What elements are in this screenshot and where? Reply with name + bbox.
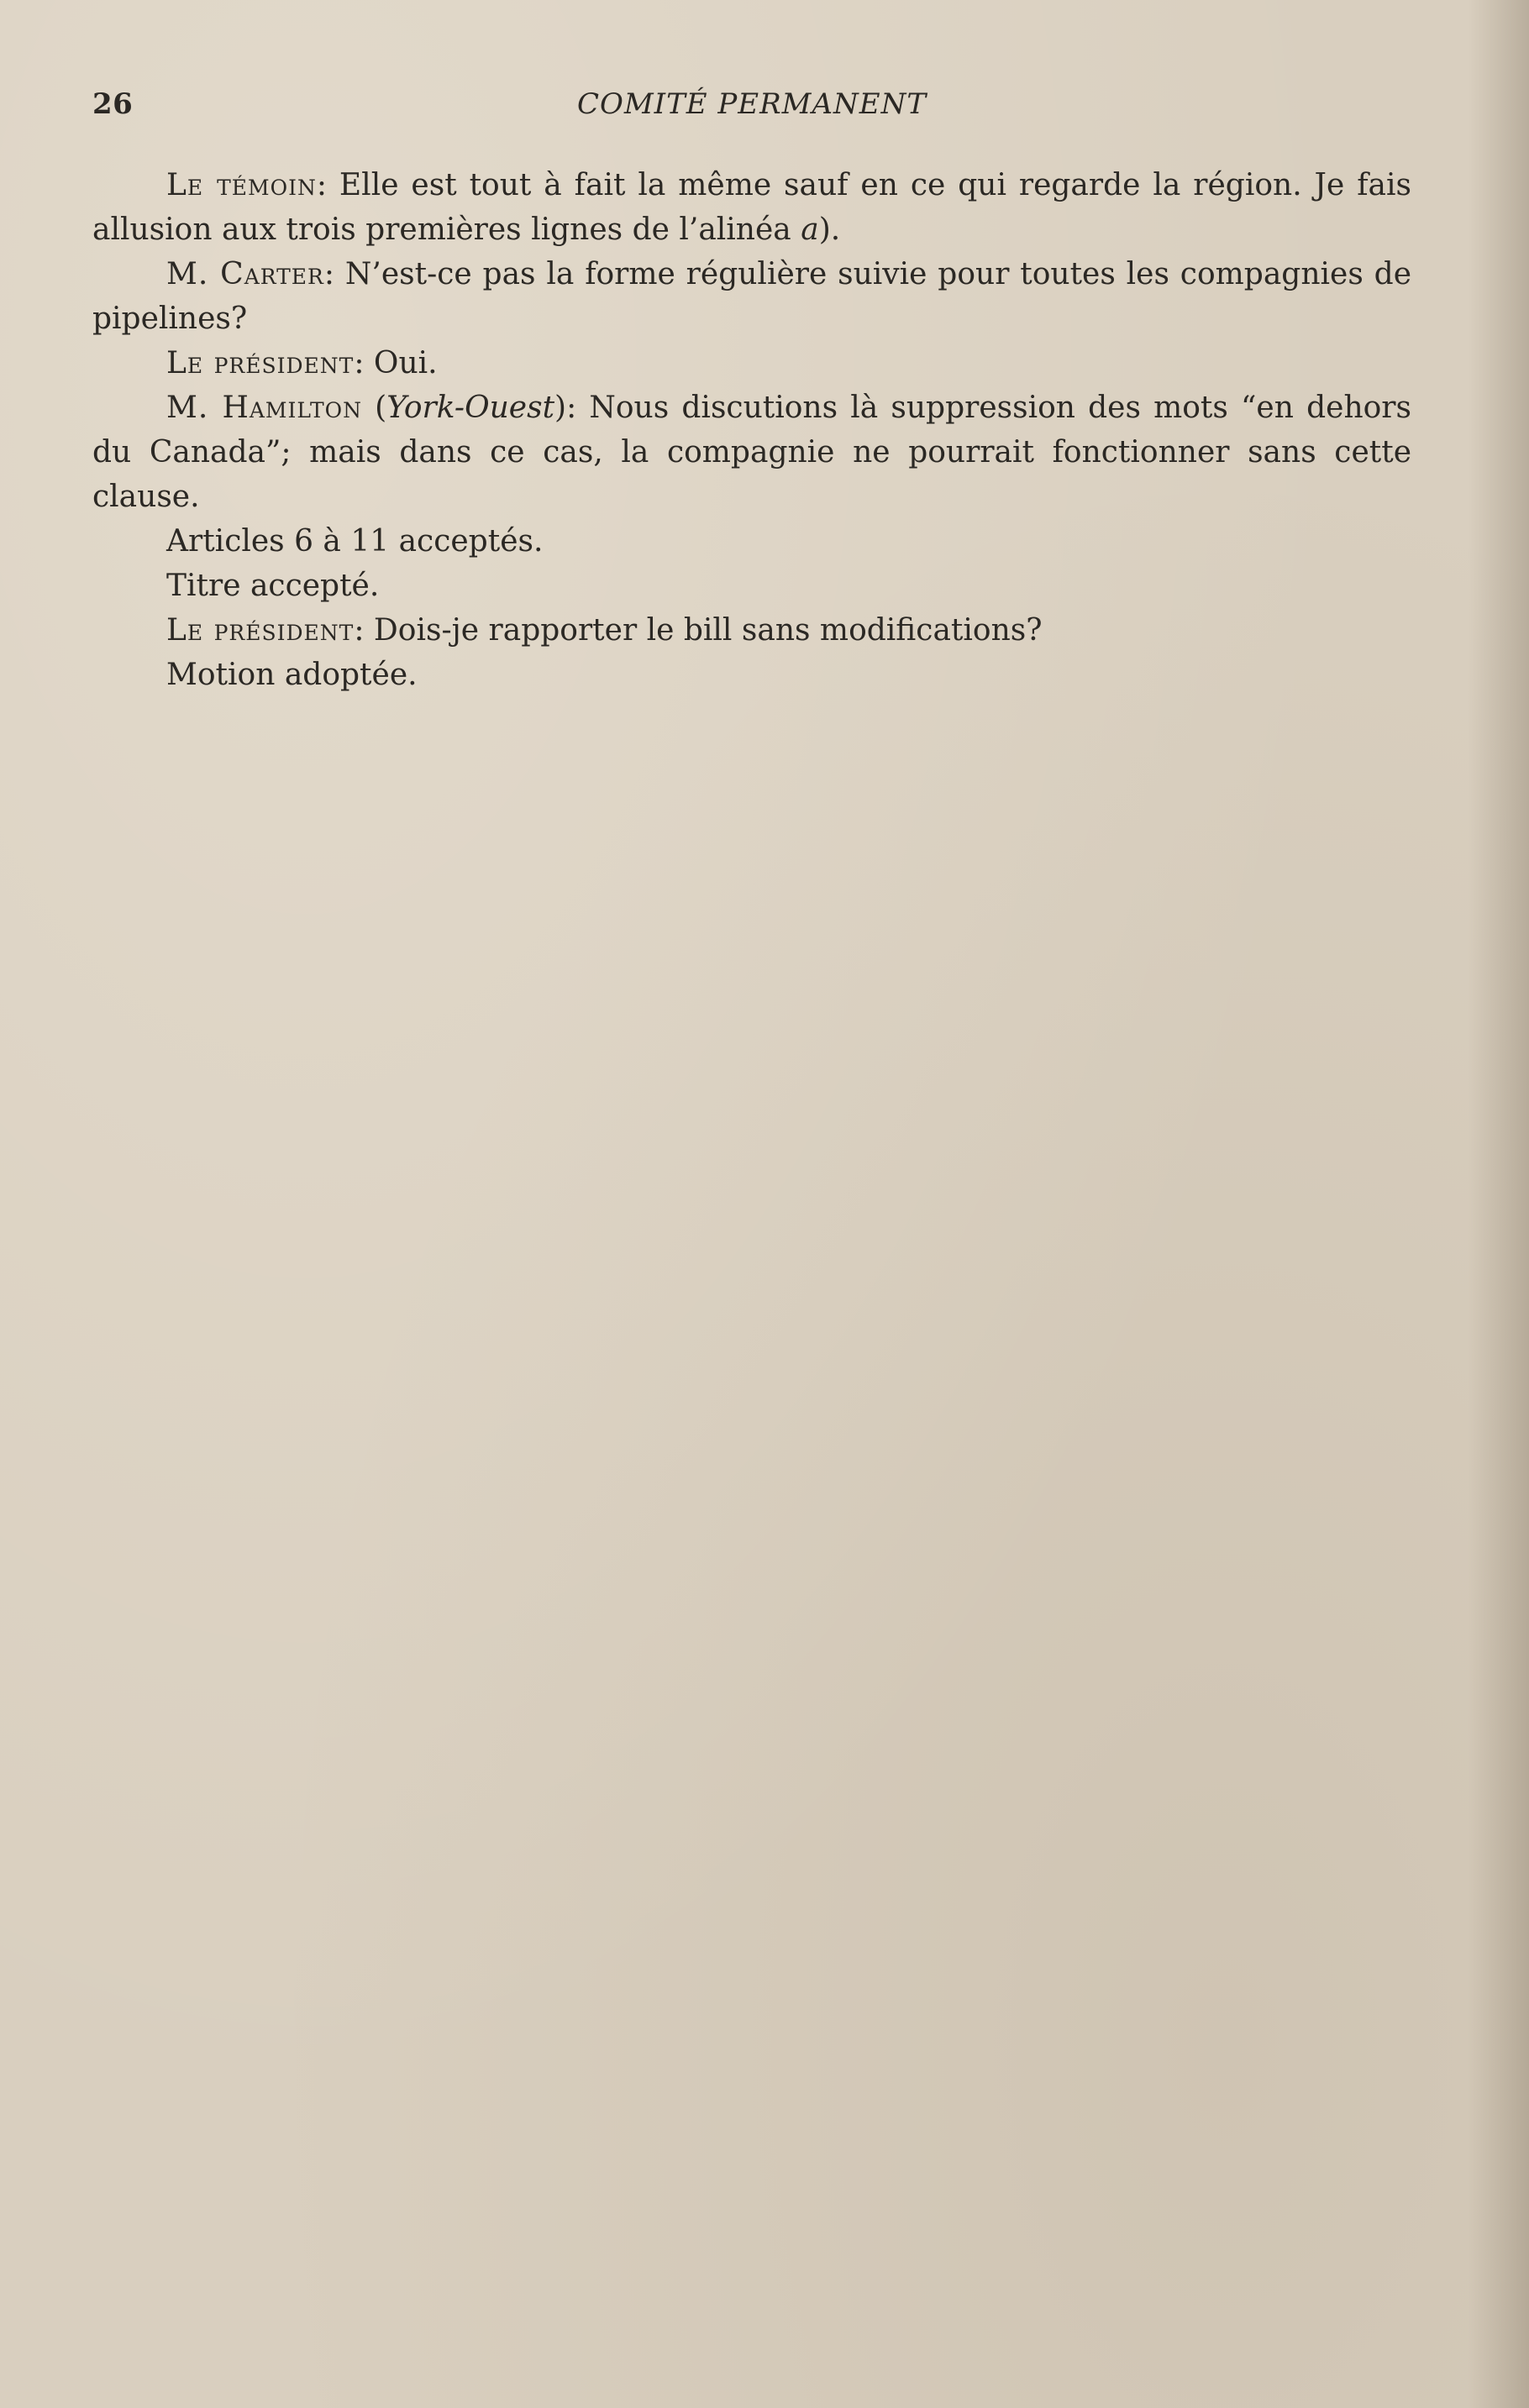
paragraph-title: [92, 564, 1411, 608]
running-title: COMITÉ PERMANENT: [576, 87, 927, 121]
speaker-name: Le président: [166, 613, 355, 648]
page-header: [92, 87, 1411, 129]
paragraph-text-italic: a: [801, 212, 819, 247]
paragraph-motion: [92, 653, 1411, 697]
paragraph-text: Dois-je rapporter le bill sans modifications?: [364, 613, 1043, 648]
speaker-riding-close: ):: [554, 391, 577, 425]
paragraph-text: Motion adoptée.: [166, 658, 418, 692]
speaker-name: Le témoin: [166, 168, 317, 202]
paragraph-president-1: [92, 341, 1411, 386]
paragraph-text: Oui.: [364, 346, 438, 380]
paragraph-text-end: ).: [818, 212, 841, 247]
paragraph-witness: [92, 163, 1411, 252]
paragraph-text: N’est-ce pas la forme régulière suivie pour toutes les compagnies de pipelines?: [92, 257, 1411, 336]
speaker-suffix: (: [362, 391, 387, 425]
page-number: 26: [92, 87, 134, 121]
paragraph-president-2: [92, 608, 1411, 653]
paragraph-carter: [92, 252, 1411, 341]
paragraph-articles: [92, 519, 1411, 564]
paragraph-text: Elle est tout à fait la même sauf en ce qui regarde la région. Je fais allusion aux trois premières lignes de l’alinéa: [92, 168, 1411, 247]
speaker-name: M. Hamilton: [166, 391, 362, 425]
transcript-body: [92, 163, 1411, 697]
paragraph-text: Articles 6 à 11 acceptés.: [166, 524, 544, 559]
paragraph-text: Titre accepté.: [166, 569, 380, 603]
speaker-suffix: :: [316, 168, 327, 202]
speaker-suffix: :: [323, 257, 335, 291]
paragraph-hamilton: [92, 386, 1411, 519]
speaker-suffix: :: [354, 346, 365, 380]
paragraph-text: Nous discutions là suppression des mots “en dehors du Canada”; mais dans ce cas, la compagnie ne pourrait fonctionner sans cette clause.: [92, 391, 1411, 514]
speaker-name: M. Carter: [166, 257, 324, 291]
speaker-name: Le président: [166, 346, 355, 380]
speaker-suffix: :: [354, 613, 365, 648]
speaker-riding: York-Ouest: [386, 391, 555, 425]
